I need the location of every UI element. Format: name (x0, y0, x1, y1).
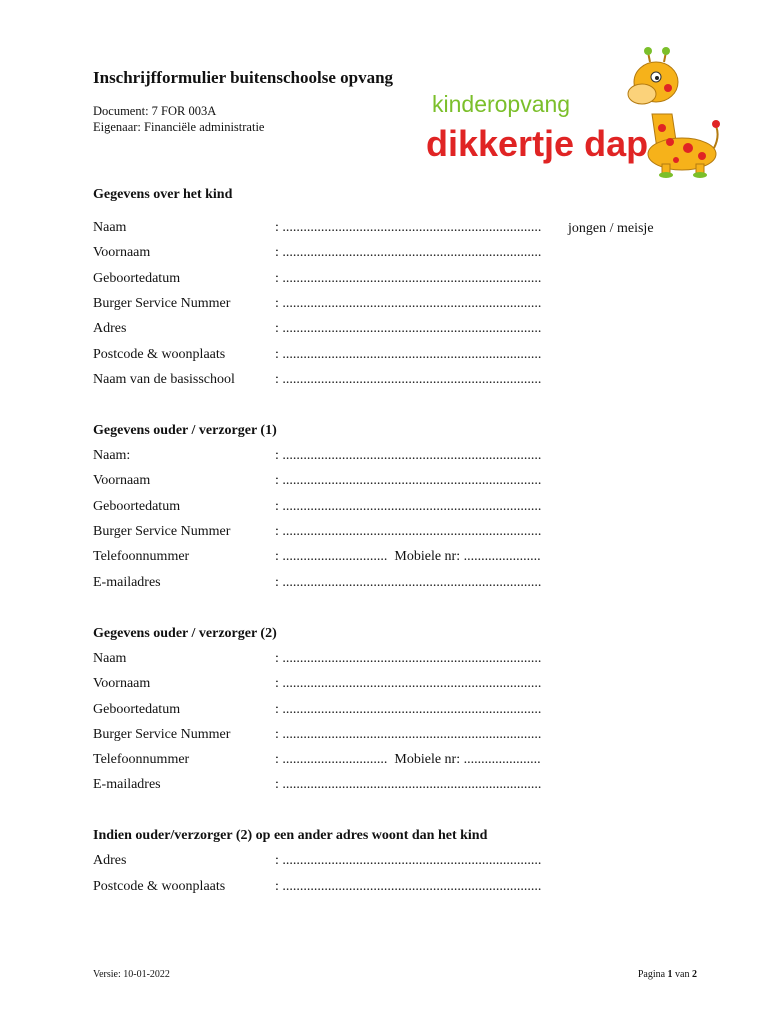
document-number: Document: 7 FOR 003A (93, 104, 217, 118)
field-row (93, 702, 653, 722)
field-label: Naam van de basisschool (93, 372, 235, 387)
field-row (93, 676, 653, 696)
field-row (93, 347, 653, 367)
fill-in-line[interactable]: : .......................................................................... (275, 575, 542, 590)
field-row (93, 879, 653, 899)
field-row (93, 296, 653, 316)
fill-in-line[interactable]: : .......................................................................... (275, 853, 542, 868)
field-label: Voornaam (93, 473, 151, 488)
field-label: Geboortedatum (93, 271, 181, 286)
field-label: Burger Service Nummer (93, 296, 231, 311)
document-owner: Eigenaar: Financiële administratie (93, 120, 265, 134)
page-prefix: Pagina (637, 969, 666, 980)
field-row (93, 752, 653, 772)
section-heading-other-address: Indien ouder/verzorger (2) op een ander adres woont dan het kind (93, 828, 488, 843)
field-label: Telefoonnummer (93, 752, 190, 767)
field-label: Burger Service Nummer (93, 524, 231, 539)
fill-in-line[interactable]: : .......................................................................... (275, 448, 542, 463)
field-label: E-mailadres (93, 575, 161, 590)
field-label: Postcode & woonplaats (93, 879, 226, 894)
field-row (93, 321, 653, 341)
page-indicator (638, 969, 697, 980)
gender-option[interactable]: jongen / meisje (568, 221, 654, 236)
mobile-number-field[interactable]: Mobiele nr: ...................... (394, 752, 541, 767)
fill-in-line[interactable]: : .......................................................................... (275, 220, 542, 235)
field-row (93, 727, 653, 747)
fill-in-line[interactable]: : .............................. (275, 549, 388, 564)
field-label: Postcode & woonplaats (93, 347, 226, 362)
fill-in-line[interactable]: : .......................................................................... (275, 777, 542, 792)
fill-in-line[interactable]: : .......................................................................... (275, 676, 542, 691)
field-row (93, 245, 653, 265)
page-current: 1 (667, 969, 673, 980)
field-label: Naam (93, 651, 127, 666)
field-row (93, 524, 653, 544)
fill-in-line[interactable]: : .......................................................................... (275, 296, 542, 311)
dikkertje-dap-logo (420, 44, 730, 179)
form-title: Inschrijfformulier buitenschoolse opvang (93, 68, 394, 87)
field-row (93, 777, 653, 797)
section-heading-parent1: Gegevens ouder / verzorger (1) (93, 423, 277, 438)
fill-in-line[interactable]: : .......................................................................... (275, 702, 542, 717)
fill-in-line[interactable]: : .......................................................................... (275, 372, 542, 387)
field-row (93, 473, 653, 493)
field-label: Geboortedatum (93, 702, 181, 717)
fill-in-line[interactable]: : .......................................................................... (275, 245, 542, 260)
field-row (93, 549, 653, 569)
fill-in-line[interactable]: : .......................................................................... (275, 321, 542, 336)
field-label: Adres (93, 321, 127, 336)
field-label: Voornaam (93, 676, 151, 691)
field-row (93, 372, 653, 392)
version-label: Versie: 10-01-2022 (93, 969, 170, 980)
field-row (93, 651, 653, 671)
field-row (93, 853, 653, 873)
field-label: Burger Service Nummer (93, 727, 231, 742)
field-label: Telefoonnummer (93, 549, 190, 564)
field-label: E-mailadres (93, 777, 161, 792)
page-total: 2 (692, 969, 697, 980)
field-label: Adres (93, 853, 127, 868)
fill-in-line[interactable]: : .......................................................................... (275, 727, 542, 742)
field-row (93, 448, 653, 468)
logo-line1: kinderopvang (432, 91, 571, 117)
field-label: Voornaam (93, 245, 151, 260)
field-row (93, 575, 653, 595)
fill-in-line[interactable]: : .......................................................................... (275, 347, 542, 362)
field-label: Naam (93, 220, 127, 235)
fill-in-line[interactable]: : .......................................................................... (275, 651, 542, 666)
field-label: Naam: (93, 448, 131, 463)
field-label: Geboortedatum (93, 499, 181, 514)
section-heading-parent2: Gegevens ouder / verzorger (2) (93, 626, 277, 641)
mobile-number-field[interactable]: Mobiele nr: ...................... (394, 549, 541, 564)
logo-line2: dikkertje dap (426, 123, 649, 164)
page-mid: van (675, 969, 690, 980)
fill-in-line[interactable]: : .......................................................................... (275, 499, 542, 514)
fill-in-line[interactable]: : .............................. (275, 752, 388, 767)
field-row (93, 271, 653, 291)
section-heading-child: Gegevens over het kind (93, 187, 233, 202)
fill-in-line[interactable]: : .......................................................................... (275, 879, 542, 894)
field-row (93, 499, 653, 519)
fill-in-line[interactable]: : .......................................................................... (275, 524, 542, 539)
fill-in-line[interactable]: : .......................................................................... (275, 271, 542, 286)
fill-in-line[interactable]: : .......................................................................... (275, 473, 542, 488)
